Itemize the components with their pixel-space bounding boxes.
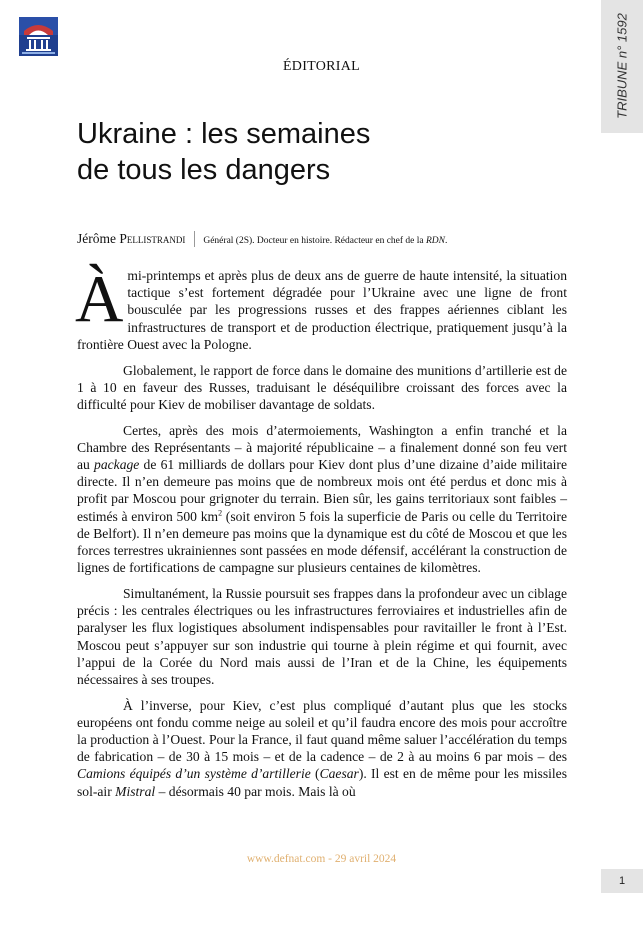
- p5-text-c: ). Il est en de même pour les missiles sol-air: [77, 766, 567, 799]
- paragraph-1: [75, 262, 567, 353]
- p3-text-c: (soit environ 5 fois la superficie de Paris ou celle du Territoire de Belfort). Il n’en demeure pas moins que la dynamique est du côté de Moscou et que les forces terrestres ukrainiennes sont passées en mode défensif, accélérant la construction de lignes de fortifications de campagne sur plusieurs centaines de kilomètres.: [77, 508, 567, 576]
- p5-text-b: (: [310, 766, 320, 782]
- drop-cap: À: [75, 262, 124, 336]
- p5-text-d: – désormais 40 par mois. Mais là où: [155, 783, 356, 799]
- title-line-2: de tous les dangers: [77, 154, 331, 186]
- author-desc-rdn: RDN: [425, 236, 445, 246]
- p5-emphasis-1: Camions équipés d’un système d’artillerie: [77, 766, 311, 782]
- title-line-1: Ukraine : les semaines: [77, 118, 371, 150]
- paragraph-3: [77, 422, 567, 577]
- p5-text-a: À l’inverse, pour Kiev, c’est plus compliqué d’autant plus que les stocks européens ont fondu comme neige au soleil et qu’il faudra encore des mois pour accroître la production à l’Ouest. Pour la France, il faut quand même saluer l’accélération du temps de fabrication – de 30 à 15 mois – et de la cadence – de 2 à au moins 6 par mois – des: [77, 697, 567, 765]
- p5-emphasis-2: Caesar: [319, 766, 359, 782]
- p5-emphasis-3: Mistral: [115, 783, 156, 799]
- byline-divider: [194, 231, 195, 247]
- p3-superscript: 2: [218, 508, 223, 518]
- paragraph-5: [77, 697, 567, 800]
- paragraph-4: Simultanément, la Russie poursuit ses frappes dans la profondeur avec un ciblage précis : les centrales électriques ou les infrastructures ferroviaires et industrielles afin de paralyser les flux logistiques absolument indispensables pour ravitailler le front à l’Est. Moscou peut s’appuyer sur son industrie qui tourne à plein régime et qui fournit, avec l’appui de la Corée du Nord mais aussi de l’Iran et de la Chine, les équipements nécessaires à ses troupes.: [77, 585, 567, 687]
- author-name: [77, 231, 185, 246]
- section-heading: ÉDITORIAL: [282, 59, 361, 74]
- author-first-name: Jérôme: [77, 231, 116, 246]
- article-title: [77, 116, 577, 188]
- author-description: [203, 236, 447, 246]
- p3-text-b: de 61 milliards de dollars pour Kiev dont plus d’une dizaine d’aide militaire directe. Il n’en demeure pas moins que de nombreux mois ont été perdus et donc mis à profit par Moscou pour grignoter du terrain. Bien sûr, les gains territoriaux sont faibles – estimés à environ 500 km: [77, 457, 567, 524]
- footer-url-date: www.defnat.com - 29 avril 2024: [246, 853, 397, 865]
- tribune-number: TRIBUNE n° 1592: [614, 13, 630, 119]
- paragraph-1-text: mi-printemps et après plus de deux ans de guerre de haute intensité, la situation tactique s’est fortement dégradée pour l’Ukraine avec une ligne de front bousculée par les progressions russes et des frappes aériennes ciblant les infrastructures de transport et de production électrique, pratiquement jusqu’à la frontière Ouest avec la Pologne.: [77, 268, 567, 352]
- page-number: 1: [601, 869, 643, 893]
- byline: [77, 230, 577, 248]
- article-body: [75, 262, 567, 808]
- author-last-name: Pellistrandi: [119, 231, 186, 246]
- p3-text-a: Certes, après des mois d’atermoiements, Washington a enfin tranché et la Chambre des Représentants – à majorité républicaine – a finalement donné son feu vert au: [77, 422, 567, 473]
- rdn-logo-icon: [19, 17, 58, 56]
- author-desc-text: Général (2S). Docteur en histoire. Rédacteur en chef de la: [203, 236, 426, 246]
- p3-emphasis: package: [94, 457, 140, 473]
- paragraph-2: Globalement, le rapport de force dans le domaine des munitions d’artillerie est de 1 à 10 en faveur des Russes, traduisant le déséquilibre croissant des forces avec la difficulté pour Kiev de mobiliser davantage de soldats.: [77, 362, 567, 412]
- author-desc-end: .: [444, 236, 448, 246]
